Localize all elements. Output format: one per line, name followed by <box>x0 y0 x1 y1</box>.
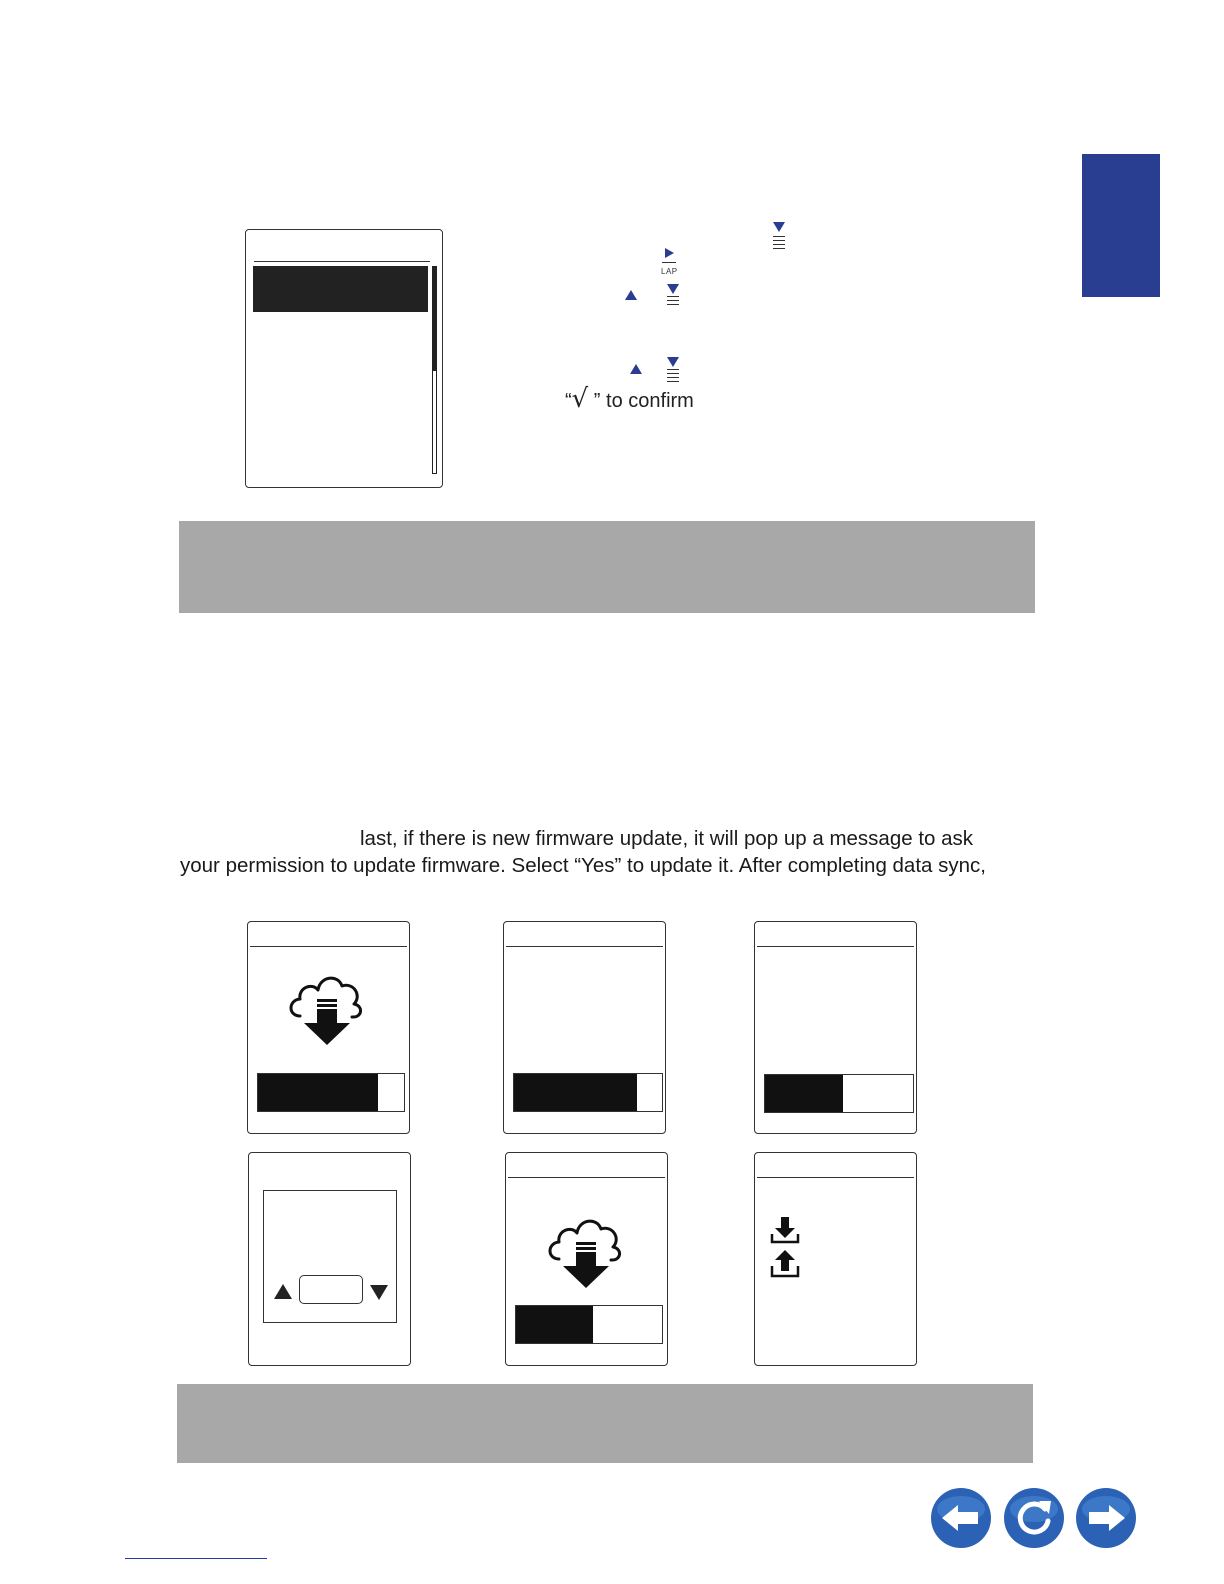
next-page-button[interactable] <box>1075 1487 1137 1549</box>
sync-screen-1 <box>247 921 410 1134</box>
checkmark-symbol: √ <box>571 384 589 414</box>
triangle-down-icon <box>667 284 679 294</box>
menu-lines-icon <box>773 236 785 252</box>
cloud-download-icon <box>545 1209 627 1291</box>
firmware-prompt-screen <box>248 1152 411 1366</box>
refresh-icon <box>1003 1487 1065 1549</box>
menu-lines-icon <box>667 296 679 308</box>
download-tray-icon <box>769 1215 801 1245</box>
previous-page-button[interactable] <box>930 1487 992 1549</box>
sync-progress-fill <box>258 1074 378 1111</box>
next-page-icon <box>1075 1487 1137 1549</box>
screen-header-line <box>757 946 914 947</box>
sync-screen-2 <box>503 921 666 1134</box>
screen-header-line <box>250 946 407 947</box>
data-sync-screen <box>754 1152 917 1366</box>
paragraph-line-1: last, if there is new firmware update, it will pop up a message to ask <box>360 827 974 850</box>
cloud-download-icon <box>286 966 368 1048</box>
screen-header-line <box>254 261 430 262</box>
triangle-down-icon[interactable] <box>370 1285 388 1300</box>
selected-menu-item <box>253 266 428 312</box>
screen-header-line <box>506 946 663 947</box>
device-menu-screen <box>245 229 443 488</box>
note-box <box>179 521 1035 613</box>
confirm-prefix: “ <box>565 390 572 412</box>
prompt-dialog <box>263 1190 397 1323</box>
lap-divider <box>662 262 676 263</box>
option-selector-box[interactable] <box>299 1275 363 1304</box>
menu-lines-icon <box>667 369 679 385</box>
triangle-up-icon <box>625 290 637 300</box>
confirm-instruction <box>565 386 694 414</box>
note-box <box>177 1384 1033 1463</box>
screen-header-line <box>757 1177 914 1178</box>
firmware-download-screen <box>505 1152 668 1366</box>
triangle-up-icon <box>630 364 642 374</box>
sync-progress-fill <box>765 1075 843 1112</box>
page-link-underline[interactable] <box>125 1558 267 1559</box>
screen-header-line <box>508 1177 665 1178</box>
sync-progress-bar <box>764 1074 914 1113</box>
sync-progress-fill <box>514 1074 637 1111</box>
firmware-progress-bar <box>515 1305 663 1344</box>
chapter-side-tab <box>1082 154 1160 297</box>
confirm-text: ” to confirm <box>588 390 694 412</box>
sync-screen-3 <box>754 921 917 1134</box>
triangle-down-icon <box>667 357 679 367</box>
sync-progress-bar <box>257 1073 405 1112</box>
previous-page-icon <box>930 1487 992 1549</box>
triangle-up-icon[interactable] <box>274 1284 292 1299</box>
refresh-button[interactable] <box>1003 1487 1065 1549</box>
lap-button-label: LAP <box>661 267 678 276</box>
paragraph-line-2: your permission to update firmware. Select “Yes” to update it. After completing data sync, <box>180 854 986 877</box>
sync-progress-bar <box>513 1073 663 1112</box>
triangle-right-icon <box>665 248 674 258</box>
menu-scrollbar <box>432 266 437 474</box>
firmware-progress-fill <box>516 1306 593 1343</box>
upload-tray-icon <box>769 1249 801 1279</box>
triangle-down-icon <box>773 222 785 232</box>
